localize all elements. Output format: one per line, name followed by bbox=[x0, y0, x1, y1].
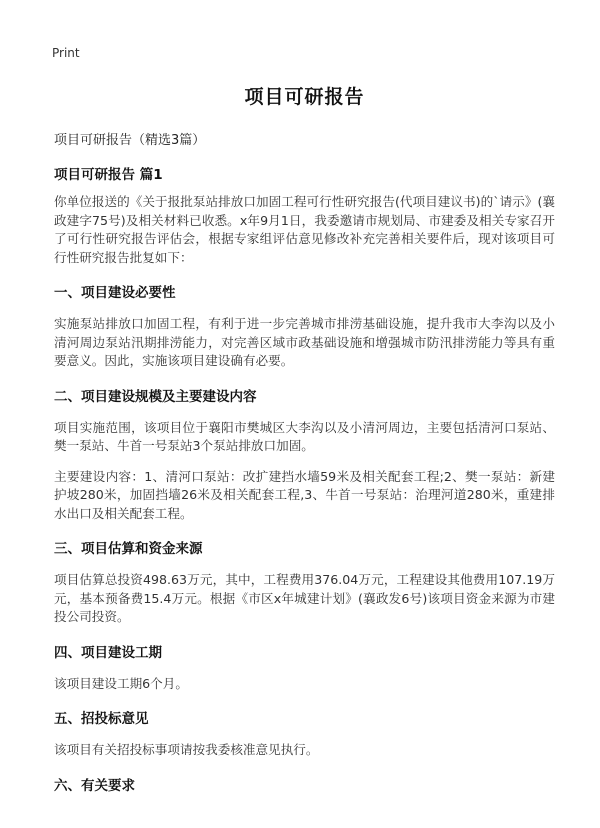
intro-paragraph: 你单位报送的《关于报批泵站排放口加固工程可行性研究报告(代项目建议书)的`请示》(襄政建字75号)及相关材料已收悉。x年9月1日，我委邀请市规划局、市建委及相关专家召开了可行性研究报告评估会，根据专家组评估意见修改补充完善相关要件后，现对该项目可行性研究报告批复如下： bbox=[54, 194, 555, 265]
necessity-paragraph: 实施泵站排放口加固工程，有利于进一步完善城市排涝基础设施，提升我市大李沟以及小清河周边泵站汛期排涝能力，对完善区域市政基础设施和增强城市防汛排涝能力等具有重要意义。因此，实施该项目建设确有必要。 bbox=[54, 316, 555, 368]
section-heading-necessity: 一、项目建设必要性 bbox=[54, 285, 176, 301]
section-heading-bidding: 五、招投标意见 bbox=[54, 711, 149, 727]
article-heading: 项目可研报告 篇1 bbox=[54, 167, 163, 183]
scale-content-paragraph: 主要建设内容：1、清河口泵站：改扩建挡水墙59米及相关配套工程;2、樊一泵站：新建护坡280米，加固挡墙26米及相关配套工程,3、牛首一号泵站：治理河道280米，重建排水出口及相关配套工程。 bbox=[54, 468, 555, 521]
section-heading-requirements: 六、有关要求 bbox=[54, 777, 135, 794]
funding-paragraph: 项目估算总投资498.63万元，其中，工程费用376.04万元，工程建设其他费用107.19万元，基本预备费15.4万元。根据《市区x年城建计划》(襄政发6号)该项目资金来源为市建投公司投资。 bbox=[54, 572, 555, 624]
section-heading-scale: 二、项目建设规模及主要建设内容 bbox=[54, 388, 257, 405]
section-heading-schedule: 四、项目建设工期 bbox=[54, 644, 162, 661]
print-link[interactable]: Print bbox=[52, 46, 80, 60]
bidding-paragraph: 该项目有关招投标事项请按我委核准意见执行。 bbox=[54, 742, 319, 757]
section-heading-funding: 三、项目估算和资金来源 bbox=[54, 541, 203, 557]
scale-scope-paragraph: 项目实施范围，该项目位于襄阳市樊城区大李沟以及小清河周边，主要包括清河口泵站、樊一泵站、牛首一号泵站3个泵站排放口加固。 bbox=[54, 419, 555, 453]
document-title: 项目可研报告 bbox=[244, 86, 365, 108]
schedule-paragraph: 该项目建设工期6个月。 bbox=[54, 675, 188, 691]
document-subtitle: 项目可研报告（精选3篇） bbox=[54, 133, 206, 148]
